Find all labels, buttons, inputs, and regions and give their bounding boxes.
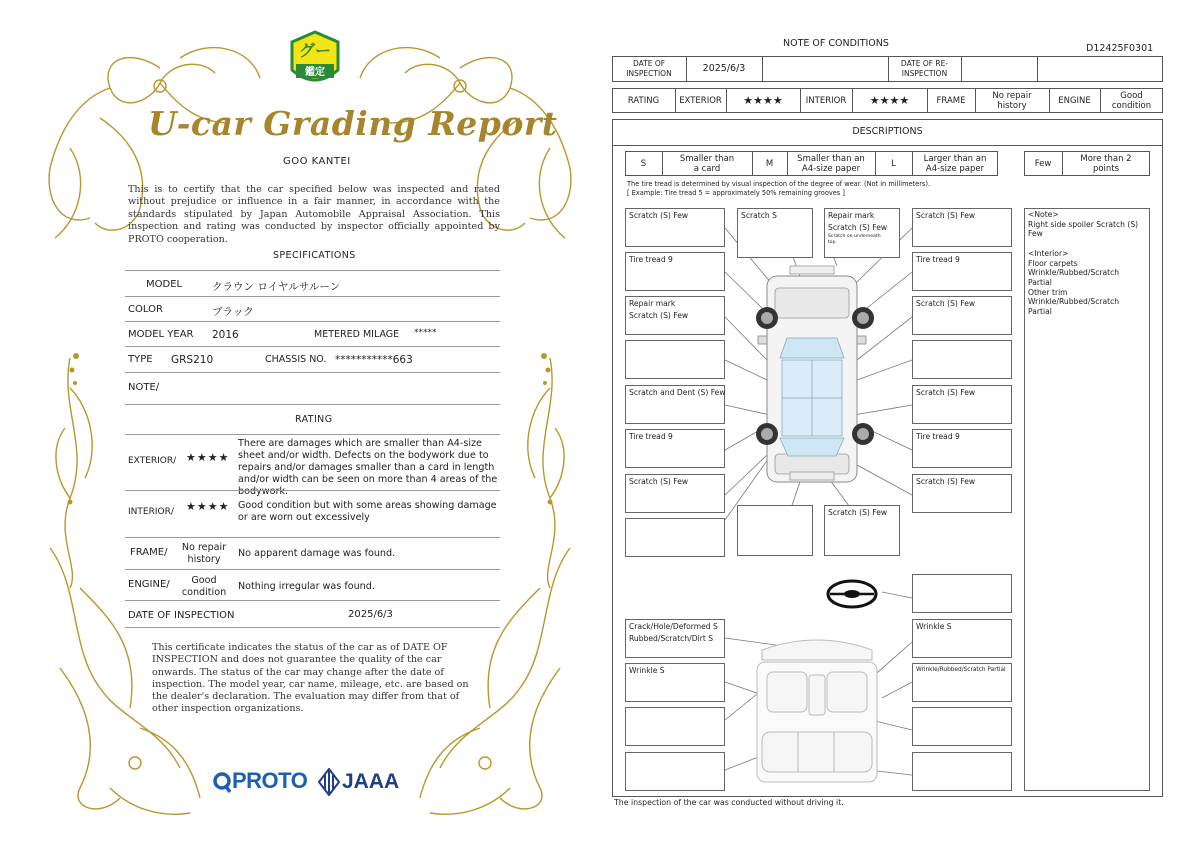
divider — [125, 346, 500, 347]
note-line: Few — [1028, 229, 1043, 239]
interior-stars: ★★★★ — [186, 500, 230, 513]
proto-logo-text: PROTO — [232, 768, 308, 793]
note-line: Wrinkle/Rubbed/Scratch — [1028, 268, 1120, 278]
frame-label: FRAME/ — [130, 547, 168, 558]
damage-note: Scratch (S) Few — [828, 223, 888, 232]
engine-value: Good condition — [1111, 90, 1152, 111]
divider — [125, 296, 500, 297]
date-of-reinspection-label: DATE OF RE-INSPECTION — [900, 59, 949, 78]
divider — [125, 537, 500, 538]
note-line: Other trim — [1028, 287, 1068, 297]
exterior-stars: ★★★★ — [743, 93, 783, 107]
damage-box-left-4 — [625, 340, 725, 379]
chassis-label: CHASSIS NO. — [265, 354, 327, 365]
note-spacer — [1028, 239, 1146, 249]
tread-example: [ Example: Tire tread 5 = approximately 50% remaining grooves ] — [627, 189, 845, 197]
legend-l-desc: Larger than an A4-size paper — [923, 153, 987, 174]
damage-note: Scratch (S) Few — [629, 211, 689, 220]
exterior-label: EXTERIOR — [679, 95, 722, 106]
damage-note: top — [828, 240, 836, 245]
damage-note: Scratch and Dent (S) Few — [629, 388, 726, 397]
damage-box-interior-left-3 — [625, 707, 725, 746]
note-line: <Interior> — [1028, 248, 1069, 258]
frame-value: No repair history — [181, 542, 227, 565]
divider — [125, 372, 500, 373]
damage-note: Wrinkle S — [629, 666, 665, 675]
color-value: ブラック — [212, 306, 254, 318]
tread-note: The tire tread is determined by visual inspection of the degree of wear. (Not in millimeters). — [627, 180, 931, 188]
specifications-heading: SPECIFICATIONS — [273, 250, 356, 261]
rating-heading: RATING — [295, 414, 333, 425]
model-year-value: 2016 — [212, 329, 239, 341]
note-line: Floor carpets — [1028, 258, 1078, 268]
chassis-value: ***********663 — [335, 354, 413, 366]
damage-note: Tire tread 9 — [916, 432, 960, 441]
damage-box-right-4 — [912, 340, 1012, 379]
exterior-label: EXTERIOR/ — [128, 456, 177, 466]
sheet-title: NOTE OF CONDITIONS — [783, 38, 889, 49]
interior-description: Good condition but with some areas showing damage or are worn out excessively — [238, 500, 497, 523]
document-id: D12425F0301 — [1086, 43, 1154, 54]
damage-note: Scratch (S) Few — [916, 299, 976, 308]
legend-s-desc: Smaller than a card — [679, 153, 735, 174]
legend-few-desc: More than 2 points — [1080, 153, 1132, 174]
damage-note: Scratch (S) Few — [916, 211, 976, 220]
engine-value: Good condition — [181, 575, 227, 598]
engine-label: ENGINE/ — [128, 579, 170, 590]
divider — [125, 404, 500, 405]
legend-l: L — [891, 158, 896, 169]
note-label: NOTE/ — [128, 382, 160, 393]
legend-few: Few — [1034, 158, 1052, 169]
divider — [125, 600, 500, 601]
jaaa-logo-icon — [318, 768, 340, 796]
goo-kantei-badge-icon — [288, 30, 342, 90]
date-of-inspection-label: DATE OF INSPECTION — [626, 59, 672, 78]
damage-note: Scratch (S) Few — [916, 477, 976, 486]
damage-note: Tire tread 9 — [916, 255, 960, 264]
exterior-description: There are damages which are smaller than A4-size sheet and/or width. Defects on the bodywork due to repairs and/or damages smaller than a card in length and/or width can be seen on more than 4 areas of the bodywork. — [238, 438, 498, 497]
steering-wheel-icon — [828, 581, 876, 607]
notes-text — [1028, 210, 1146, 317]
engine-label: ENGINE — [1058, 95, 1091, 106]
damage-box-interior-right-3 — [912, 707, 1012, 746]
damage-note: Wrinkle S — [916, 622, 952, 631]
damage-note: Tire tread 9 — [629, 255, 673, 264]
divider — [125, 270, 500, 271]
note-line: Partial — [1028, 307, 1052, 317]
jaaa-logo-text: JAAA — [342, 770, 400, 793]
type-value: GRS210 — [171, 354, 214, 366]
engine-description: Nothing irregular was found. — [238, 581, 375, 592]
damage-box-left-8 — [625, 518, 725, 557]
svg-text:グー: グー — [298, 41, 332, 60]
divider — [125, 627, 500, 628]
date-of-inspection-value: 2025/6/3 — [348, 609, 393, 620]
divider — [125, 490, 500, 491]
frame-label: FRAME — [936, 95, 966, 106]
date-of-inspection-value: 2025/6/3 — [702, 63, 746, 74]
model-year-label: MODEL YEAR — [128, 329, 194, 340]
damage-note: Rubbed/Scratch/Dirt S — [629, 634, 714, 643]
damage-note: Tire tread 9 — [629, 432, 673, 441]
model-value: クラウン ロイヤルサルーン — [212, 281, 341, 293]
damage-box-interior-left-4 — [625, 752, 725, 791]
damage-box-interior-right-4 — [912, 752, 1012, 791]
interior-stars: ★★★★ — [869, 93, 910, 107]
exterior-stars: ★★★★ — [186, 451, 230, 464]
certificate-footer: This certificate indicates the status of the car as of DATE OF INSPECTION and does not guarantee the quality of the car onwards. The status of the car may change after the date of inspection. The model year, car name, mileage, etc. are based on the dealer's declaration. The evaluation may differ from that of other inspection organizations. — [152, 642, 469, 715]
interior-label: INTERIOR/ — [128, 507, 174, 517]
damage-note: Scratch (S) Few — [629, 477, 689, 486]
mileage-value: ***** — [414, 328, 437, 338]
certificate-intro: This is to certify that the car specified below was inspected and rated without prejudice or influence in a fair manner, in accordance with the standards stipulated by Japan Automobile Appraisal Association. This inspection and rating was conducted by inspector officially appointed by PROTO cooperation. — [128, 184, 500, 245]
damage-box-steering — [912, 574, 1012, 613]
damage-note: Crack/Hole/Deformed S — [629, 622, 718, 631]
certificate-title: U-car Grading Report — [148, 104, 558, 143]
damage-note: Scratch S — [741, 211, 777, 220]
interior-label: INTERIOR — [805, 95, 847, 106]
note-line: Right side spoiler Scratch (S) — [1028, 219, 1139, 229]
damage-note: Scratch (S) Few — [916, 388, 976, 397]
color-label: COLOR — [128, 304, 163, 315]
legend-m-desc: Smaller than an A4-size paper — [797, 153, 865, 174]
certificate-subtitle: GOO KANTEI — [283, 156, 351, 167]
svg-text:鑑定: 鑑定 — [305, 67, 325, 78]
proto-logo-icon — [213, 772, 233, 794]
damage-note: Scratch (S) Few — [629, 311, 689, 320]
mileage-label: METERED MILAGE — [314, 329, 400, 340]
damage-note: Repair mark — [629, 299, 676, 308]
divider — [125, 321, 500, 322]
type-label: TYPE — [128, 354, 153, 365]
damage-box-bottom-1 — [737, 505, 813, 556]
wheel-front-left-icon — [756, 307, 778, 329]
frame-description: No apparent damage was found. — [238, 548, 396, 559]
damage-note: Scratch on underneath — [828, 234, 881, 239]
note-line: Partial — [1028, 277, 1052, 287]
legend-s: S — [640, 158, 647, 169]
damage-note: Scratch (S) Few — [828, 508, 888, 517]
date-of-inspection-label: DATE OF INSPECTION — [128, 610, 235, 621]
sheet-footer: The inspection of the car was conducted without driving it. — [614, 798, 844, 807]
divider — [125, 569, 500, 570]
note-line: <Note> — [1028, 210, 1059, 219]
damage-note: Wrinkle/Rubbed/Scratch Partial — [916, 667, 1006, 673]
rating-label: RATING — [627, 95, 660, 106]
divider — [125, 434, 500, 435]
legend-m: M — [765, 158, 774, 169]
descriptions-heading: DESCRIPTIONS — [852, 126, 923, 137]
frame-value: No repair history — [992, 90, 1032, 111]
damage-note: Repair mark — [828, 211, 875, 220]
note-line: Wrinkle/Rubbed/Scratch — [1028, 297, 1120, 307]
model-label: MODEL — [146, 279, 183, 290]
